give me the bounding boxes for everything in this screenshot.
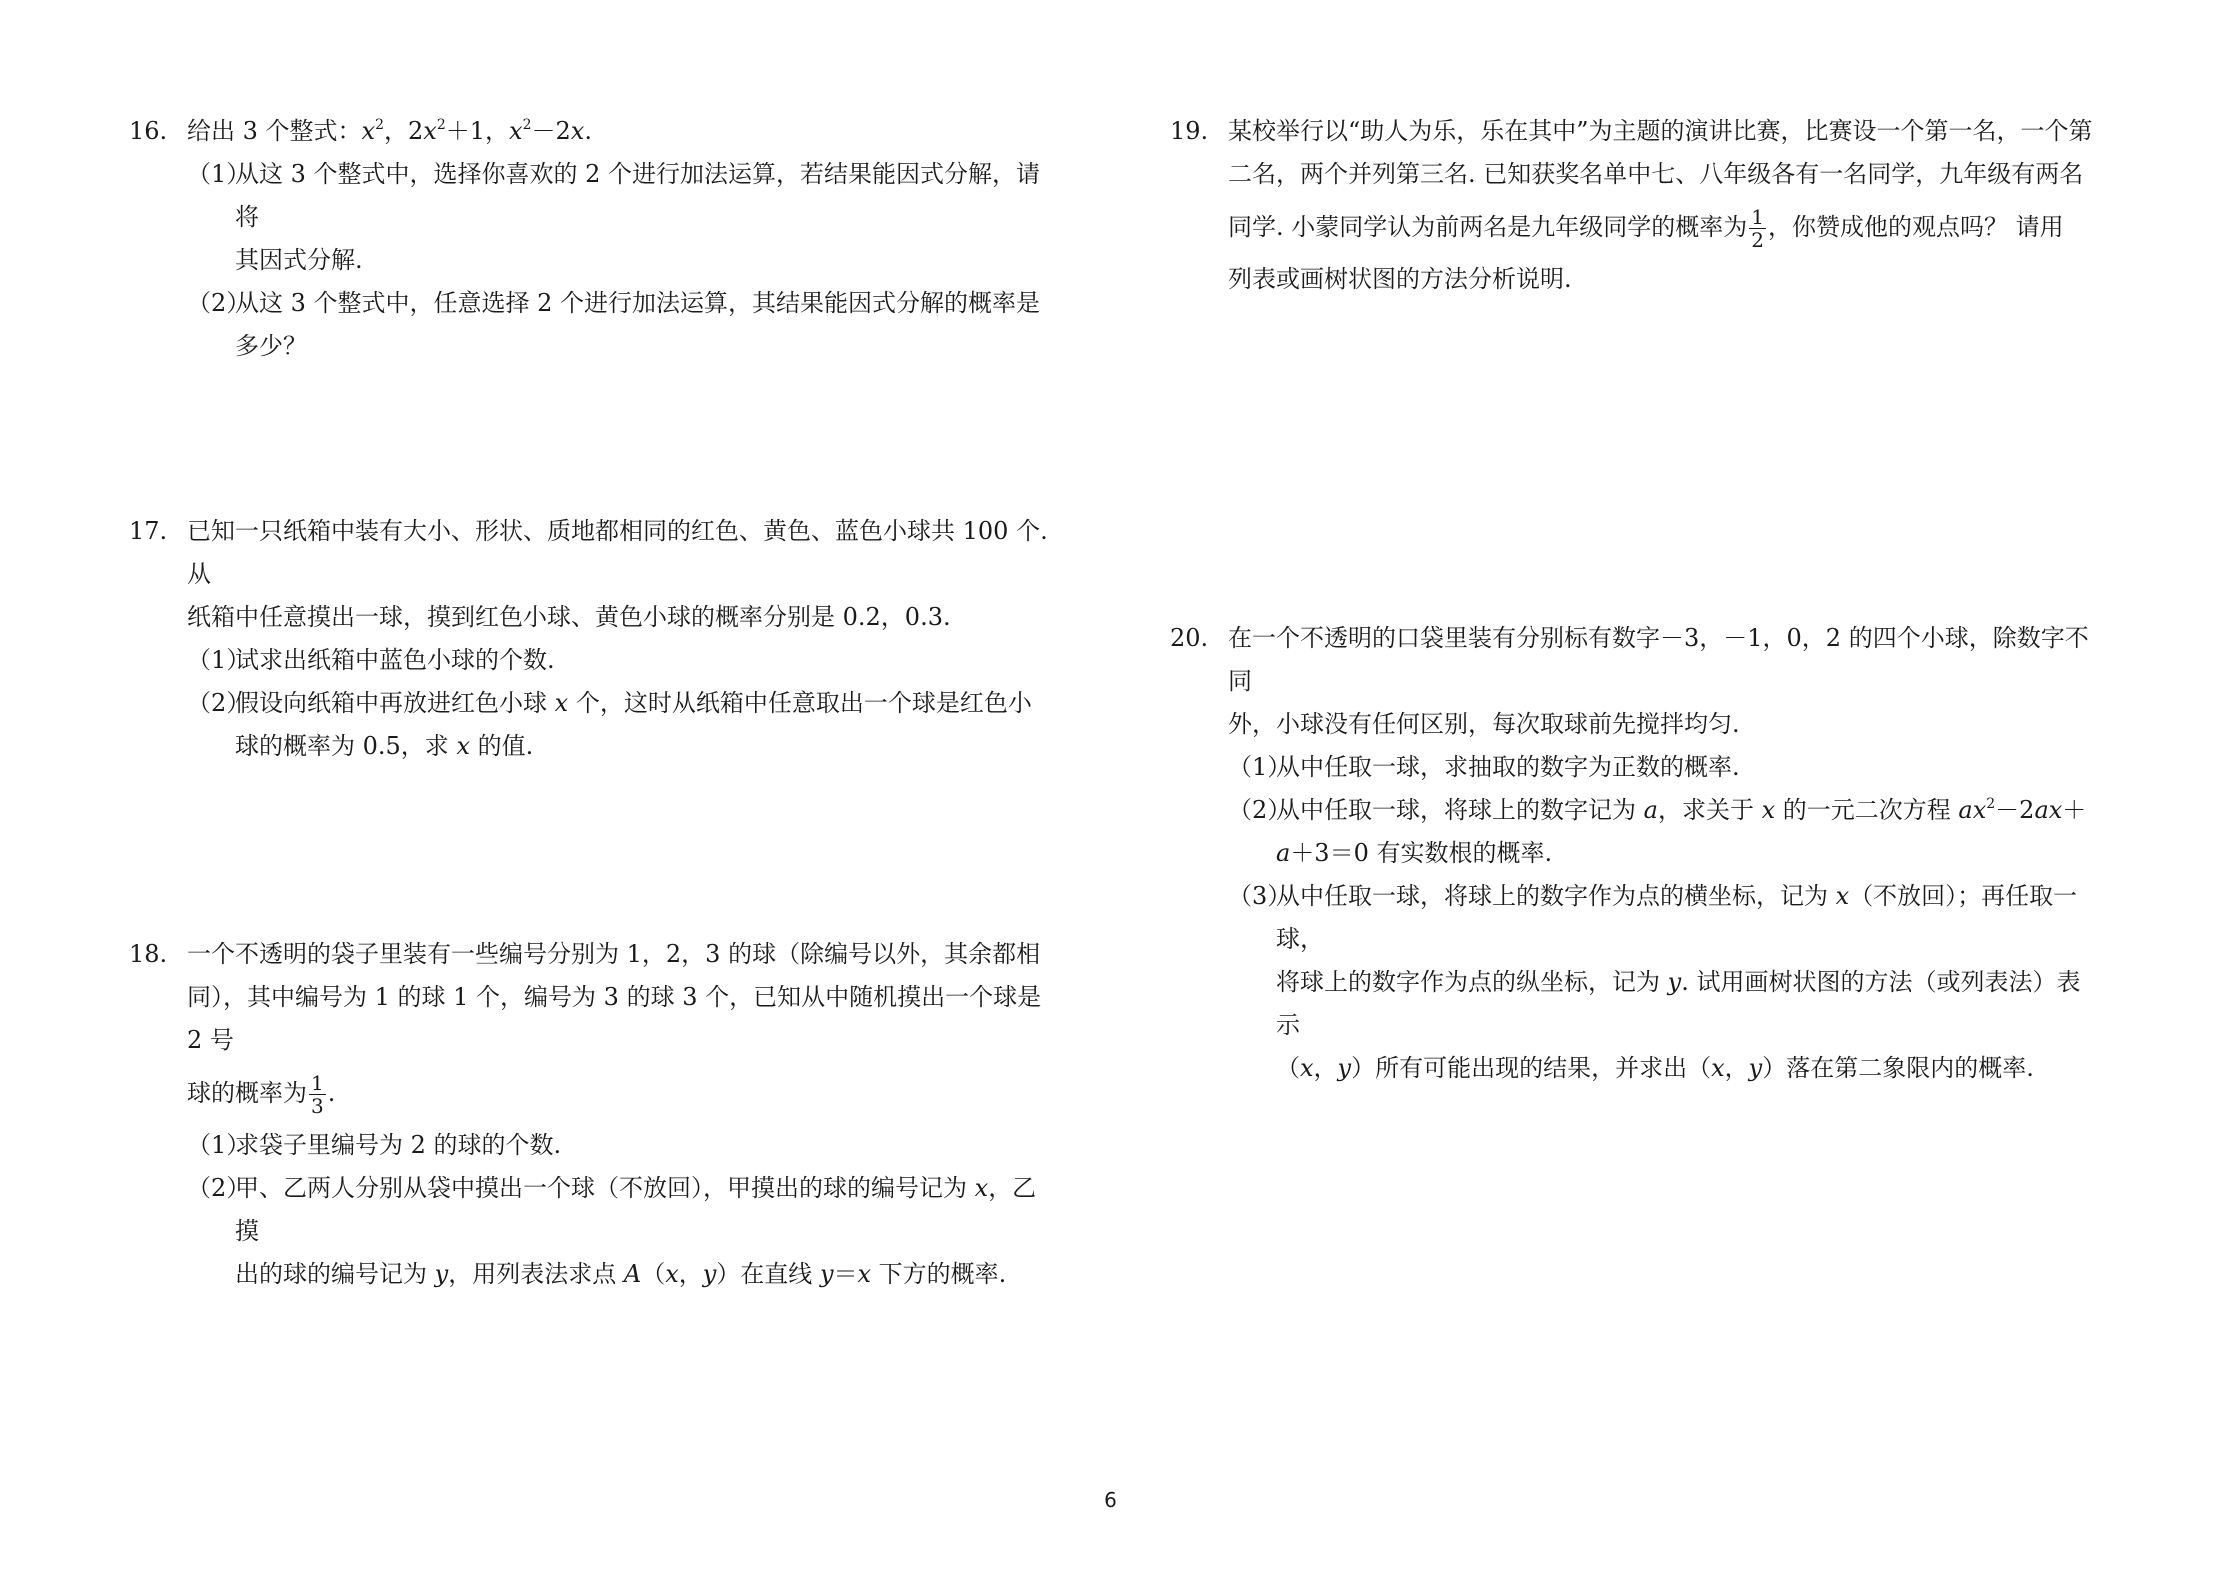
sub-text-part: ）在直线 — [716, 1260, 820, 1288]
sub-question-1 — [187, 153, 1059, 282]
sub-text-part: ）落在第二象限内的概率. — [1762, 1054, 2034, 1082]
sub-text-part: ）所有可能出现的结果，并求出（ — [1351, 1054, 1712, 1082]
stem-text: . — [584, 117, 592, 145]
page-number: 6 — [1104, 1488, 1117, 1512]
math-var: ax — [2034, 796, 2063, 824]
sub-text: 其因式分解. — [235, 246, 363, 274]
sub-question-1 — [187, 1124, 1059, 1167]
sub-text-part: 的一元二次方程 — [1775, 796, 1959, 824]
problem-number: 19. — [1170, 117, 1209, 145]
sub-text — [235, 1253, 1059, 1296]
math-var: a — [1276, 839, 1291, 867]
sub-text: 求袋子里编号为 2 的球的个数. — [235, 1131, 562, 1159]
stem-text: 某校举行以“助人为乐，乐在其中”为主题的演讲比赛，比赛设一个第一名，一个第 — [1228, 117, 2093, 145]
sub-question-2 — [187, 282, 1059, 368]
sub-text-part: 下方的概率. — [871, 1260, 1007, 1288]
sub-text: 从这 3 个整式中，选择你喜欢的 2 个进行加法运算，若结果能因式分解，请将 — [235, 160, 1041, 231]
sub-text: 试求出纸箱中蓝色小球的个数. — [235, 646, 555, 674]
math-var: y — [1667, 968, 1682, 996]
problem-stem — [187, 110, 1059, 153]
sub-label: （1） — [187, 160, 251, 188]
problem-20 — [1170, 617, 2100, 1090]
sub-text-part: ， — [678, 1260, 703, 1288]
stem-text: 已知一只纸箱中装有大小、形状、质地都相同的红色、黄色、蓝色小球共 100 个. 从 — [187, 517, 1048, 588]
fraction-numerator: 1 — [1751, 205, 1764, 229]
math-var: y — [819, 1260, 834, 1288]
sub-label: （2） — [187, 289, 251, 317]
sub-text-part: 个，这时从纸箱中任意取出一个球是红色小 — [568, 689, 1032, 717]
math-var: x — [570, 117, 585, 145]
stem-text-part: 球的概率为 — [187, 1079, 307, 1107]
sub-text — [235, 1167, 1059, 1253]
sub-text-part: ，用列表法求点 — [448, 1260, 624, 1288]
math-var: x — [1761, 796, 1776, 824]
problem-19 — [1170, 110, 2100, 301]
fraction — [1749, 206, 1766, 251]
sub-text: 从中任取一球，求抽取的数字为正数的概率. — [1276, 753, 1740, 781]
exponent: 2 — [436, 117, 446, 133]
sub-text-part: （ — [1276, 1054, 1300, 1082]
stem-text: 二名，两个并列第三名. 已知获奖名单中七、八年级各有一名同学，九年级有两名 — [1228, 160, 2084, 188]
math-var: y — [702, 1260, 717, 1288]
stem-text — [1228, 196, 2100, 258]
sub-label: （2） — [187, 689, 251, 717]
sub-text-part: 从中任取一球，将球上的数字作为点的横坐标，记为 — [1276, 882, 1836, 910]
math-var: x — [1300, 1054, 1314, 1082]
stem-text: ＋1， — [445, 117, 510, 145]
math-var: x — [1711, 1054, 1725, 1082]
sub-text-part: ＝ — [833, 1260, 858, 1288]
sub-label: （2） — [1228, 796, 1292, 824]
stem-text-part: . — [327, 1079, 336, 1107]
sub-text-part: ，求关于 — [1657, 796, 1762, 824]
sub-text-part: 甲、乙两人分别从袋中摸出一个球（不放回），甲摸出的球的编号记为 — [235, 1174, 975, 1202]
sub-text-part: （不放回）；再任取一球， — [1276, 882, 2078, 953]
sub-text: 从这 3 个整式中，任意选择 2 个进行加法运算，其结果能因式分解的概率是多少？ — [235, 289, 1041, 360]
sub-question-3 — [1228, 875, 2100, 1090]
problem-stem — [1228, 617, 2100, 746]
sub-label: （2） — [187, 1174, 251, 1202]
stem-text: 给出 3 个整式： — [187, 117, 362, 145]
stem-text: 同），其中编号为 1 的球 1 个，编号为 3 的球 3 个，已知从中随机摸出一个球是 2 号 — [187, 983, 1042, 1054]
sub-text-part: . 试用画树状图的方法（或列表法）表示 — [1276, 968, 2081, 1039]
fraction — [309, 1072, 326, 1117]
sub-text — [1276, 875, 2100, 961]
math-var: x — [554, 689, 569, 717]
fraction-denominator: 2 — [1751, 228, 1764, 252]
sub-text — [1276, 832, 2100, 875]
math-var: y — [1748, 1054, 1763, 1082]
sub-question-2 — [187, 1167, 1059, 1296]
problem-number: 20. — [1170, 624, 1209, 652]
math-var: x — [665, 1260, 679, 1288]
math-var: x — [509, 117, 523, 145]
stem-text: 外，小球没有任何区别，每次取球前先搅拌均匀. — [1228, 710, 1740, 738]
sub-text-part: ， — [1313, 1054, 1338, 1082]
exponent: 2 — [1986, 796, 1996, 812]
sub-text-part: 出的球的编号记为 — [235, 1260, 435, 1288]
sub-text-part: ，乙摸 — [235, 1174, 1037, 1245]
math-var: x — [1835, 882, 1850, 910]
stem-text: 在一个不透明的口袋里装有分别标有数字－3，－1，0，2 的四个小球，除数字不同 — [1228, 624, 2089, 695]
sub-text — [1276, 789, 2100, 832]
math-var: x — [423, 117, 437, 145]
problem-stem — [187, 510, 1059, 639]
sub-question-2 — [1228, 789, 2100, 875]
problem-stem — [1228, 110, 2100, 301]
sub-text — [1276, 1047, 2100, 1090]
math-var: ax — [1958, 796, 1987, 824]
stem-text: 列表或画树状图的方法分析说明. — [1228, 265, 1572, 293]
problem-16 — [129, 110, 1059, 368]
stem-text: 一个不透明的袋子里装有一些编号分别为 1，2，3 的球（除编号以外，其余都相 — [187, 940, 1041, 968]
sub-text-part: －2 — [1995, 796, 2035, 824]
sub-text — [235, 682, 1059, 725]
math-var: y — [1337, 1054, 1352, 1082]
stem-text-part: ，你赞成他的观点吗？ 请用 — [1768, 213, 2064, 241]
math-var: x — [456, 732, 470, 760]
exponent: 2 — [522, 117, 532, 133]
stem-text: －2 — [531, 117, 571, 145]
fraction-denominator: 3 — [311, 1094, 324, 1118]
sub-question-1 — [187, 639, 1059, 682]
math-var: x — [857, 1260, 872, 1288]
problem-17 — [129, 510, 1059, 768]
sub-text-part: 球的概率为 0.5，求 — [235, 732, 457, 760]
sub-text — [235, 725, 1059, 768]
sub-text-part: 将球上的数字作为点的纵坐标，记为 — [1276, 968, 1668, 996]
problem-number: 18. — [129, 940, 168, 968]
sub-text-part: ， — [1724, 1054, 1749, 1082]
math-var: a — [1643, 796, 1658, 824]
problem-number: 16. — [129, 117, 168, 145]
sub-label: （3） — [1228, 882, 1292, 910]
stem-text — [187, 1062, 1059, 1124]
sub-text-part: （ — [641, 1260, 666, 1288]
sub-label: （1） — [1228, 753, 1292, 781]
problem-number: 17. — [129, 517, 168, 545]
sub-text — [1276, 961, 2100, 1047]
math-var: A — [623, 1260, 642, 1288]
math-var: x — [974, 1174, 989, 1202]
stem-text-part: 同学. 小蒙同学认为前两名是九年级同学的概率为 — [1228, 213, 1748, 241]
sub-label: （1） — [187, 1131, 251, 1159]
sub-text-part: ＋ — [2062, 796, 2087, 824]
math-var: y — [434, 1260, 449, 1288]
sub-text-part: 从中任取一球，将球上的数字记为 — [1276, 796, 1644, 824]
exponent: 2 — [375, 117, 384, 133]
sub-question-1 — [1228, 746, 2100, 789]
stem-text: 纸箱中任意摸出一球，摸到红色小球、黄色小球的概率分别是 0.2，0.3. — [187, 603, 951, 631]
stem-text: ，2 — [384, 117, 424, 145]
sub-label: （1） — [187, 646, 251, 674]
sub-text-part: ＋3＝0 有实数根的概率. — [1290, 839, 1553, 867]
fraction-numerator: 1 — [311, 1071, 324, 1095]
sub-text-part: 假设向纸箱中再放进红色小球 — [235, 689, 555, 717]
problem-stem — [187, 933, 1059, 1124]
math-var: x — [361, 117, 376, 145]
sub-question-2 — [187, 682, 1059, 768]
problem-18 — [129, 933, 1059, 1296]
sub-text-part: 的值. — [469, 732, 534, 760]
